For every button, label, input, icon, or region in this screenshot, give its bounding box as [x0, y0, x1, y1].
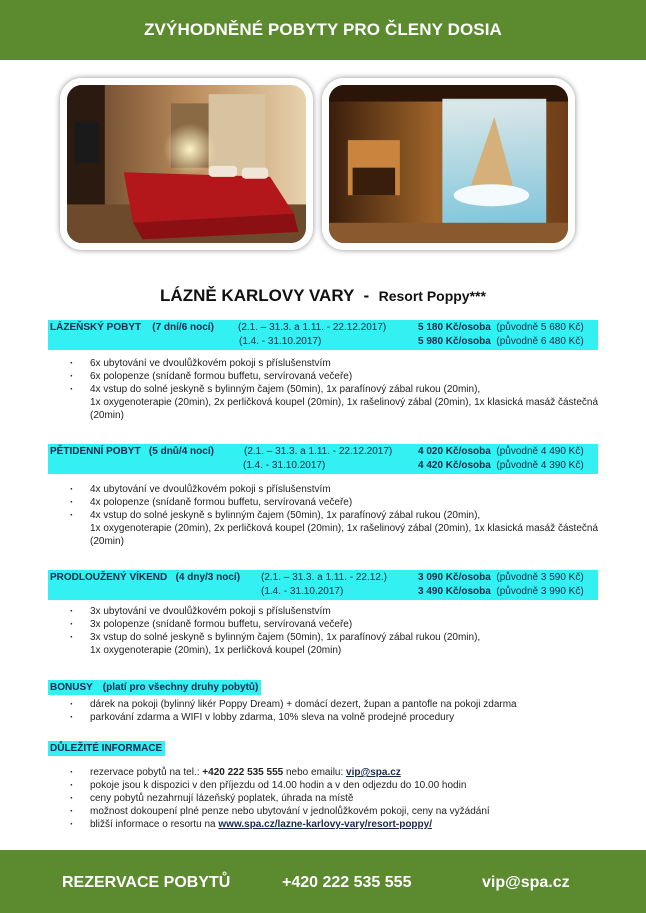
- list-item: 1x oxygenoterapie (20min), 2x perličková koupel (20min), 1x rašelinový zábal (20min), 1x klasická masáž částečná (20min): [90, 397, 599, 421]
- package-price: 4 420 Kč/osoba (původně 4 390 Kč): [418, 460, 584, 471]
- list-item: · pokoje jsou k dispozici v den příjezdu od 14.00 hodin a v den odjezdu do 10.00 hodin: [70, 779, 610, 792]
- package-band-long-weekend: [48, 570, 598, 600]
- list-item: · 3x polopenze (snídaně formou buffetu, servírovaná večeře): [70, 618, 610, 631]
- wellness-room-photo: [322, 78, 575, 250]
- list-item: · ceny pobytů nezahrnují lázeňský poplatek, úhrada na místě: [70, 792, 610, 805]
- list-item: · 4x ubytování ve dvoulůžkovém pokoji s příslušenstvím: [70, 483, 610, 496]
- list-item: · 3x ubytování ve dvoulůžkovém pokoji s příslušenstvím: [70, 605, 610, 618]
- title-separator: -: [363, 286, 370, 305]
- title-sub: Resort Poppy***: [378, 288, 486, 304]
- package-dates: (2.1. – 31.3. a 1.11. - 22.12.2017): [244, 446, 393, 457]
- package-name: PĚTIDENNÍ POBYT (5 dnů/4 nocí): [50, 446, 214, 457]
- list-item: · parkování zdarma a WIFI v lobby zdarma, 10% sleva na volně prodejné procedury: [70, 711, 610, 724]
- package-dates: (1.4. - 31.10.2017): [243, 460, 326, 471]
- header-title: ZVÝHODNĚNÉ POBYTY PRO ČLENY DOSIA: [144, 20, 502, 39]
- resort-info-link[interactable]: www.spa.cz/lazne-karlovy-vary/resort-poppy/: [218, 819, 432, 830]
- footer-label: REZERVACE POBYTŮ: [62, 874, 231, 891]
- package-price: 3 090 Kč/osoba (původně 3 590 Kč): [418, 572, 584, 583]
- list-item: · dárek na pokoji (bylinný likér Poppy Dream) + domácí dezert, župan a pantofle na pokoji zdarma: [70, 698, 610, 711]
- bonuses-list: [70, 698, 610, 724]
- footer-phone[interactable]: +420 222 535 555: [282, 874, 412, 891]
- package-dates: (2.1. – 31.3. a 1.11. - 22.12.): [261, 572, 388, 583]
- top-banner: [0, 0, 646, 60]
- hotel-room-photo: [60, 78, 313, 250]
- list-item: · 4x vstup do solné jeskyně s bylinným čajem (50min), 1x parafínový zábal rukou (20min),: [70, 509, 610, 522]
- list-item: 1x oxygenoterapie (20min), 2x perličková koupel (20min), 1x rašelinový zábal (20min), 1x klasická masáž částečná (20min): [90, 523, 599, 547]
- reservation-email-link[interactable]: vip@spa.cz: [346, 767, 401, 778]
- list-item: 1x oxygenoterapie (20min), 1x perličková koupel (20min): [90, 645, 342, 656]
- package-band-five-day: [48, 444, 598, 474]
- package-name: LÁZEŇSKÝ POBYT (7 dní/6 nocí): [50, 322, 214, 333]
- package-price: 5 180 Kč/osoba (původně 5 680 Kč): [418, 322, 584, 333]
- list-item: · 6x ubytování ve dvoulůžkovém pokoji s příslušenstvím: [70, 357, 610, 370]
- title-main: LÁZNĚ KARLOVY VARY: [160, 286, 354, 305]
- package-price: 3 490 Kč/osoba (původně 3 990 Kč): [418, 586, 584, 597]
- package-dates: (2.1. – 31.3. a 1.11. - 22.12.2017): [238, 322, 387, 333]
- package-dates: (1.4. - 31.10.2017): [239, 336, 322, 347]
- list-item: · 6x polopenze (snídaně formou buffetu, servírovaná večeře): [70, 370, 610, 383]
- list-item: · 4x vstup do solné jeskyně s bylinným čajem (50min), 1x parafínový zábal rukou (20min),: [70, 383, 610, 396]
- package-band-spa-stay: [48, 320, 598, 350]
- info-list: [70, 766, 610, 831]
- info-heading: DŮLEŽITÉ INFORMACE: [48, 741, 165, 756]
- page-title: [0, 286, 646, 306]
- bottom-banner: [0, 850, 646, 913]
- list-item: · 3x vstup do solné jeskyně s bylinným čajem (50min), 1x parafínový zábal rukou (20min),: [70, 631, 610, 644]
- package-price: 4 020 Kč/osoba (původně 4 490 Kč): [418, 446, 584, 457]
- package-price: 5 980 Kč/osoba (původně 6 480 Kč): [418, 336, 584, 347]
- reservation-phone: +420 222 535 555: [202, 767, 284, 778]
- list-item: · rezervace pobytů na tel.: +420 222 535 555 nebo emailu: vip@spa.cz: [70, 766, 610, 779]
- list-item: · možnost dokoupení plné penze nebo ubytování v jednolůžkovém pokoji, ceny na vyžádání: [70, 805, 610, 818]
- package-items-five-day: [70, 483, 610, 548]
- bonuses-note: (platí pro všechny druhy pobytů): [102, 682, 259, 693]
- list-item: · bližší informace o resortu na www.spa.cz/lazne-karlovy-vary/resort-poppy/: [70, 818, 610, 831]
- package-name: PRODLOUŽENÝ VÍKEND (4 dny/3 nocí): [50, 572, 241, 583]
- package-items-spa-stay: [70, 357, 610, 422]
- bonuses-heading: BONUSY (platí pro všechny druhy pobytů): [48, 680, 261, 695]
- footer-email[interactable]: vip@spa.cz: [482, 874, 570, 891]
- package-dates: (1.4. - 31.10.2017): [261, 586, 344, 597]
- package-items-long-weekend: [70, 605, 610, 657]
- list-item: · 4x polopenze (snídaně formou buffetu, servírovaná večeře): [70, 496, 610, 509]
